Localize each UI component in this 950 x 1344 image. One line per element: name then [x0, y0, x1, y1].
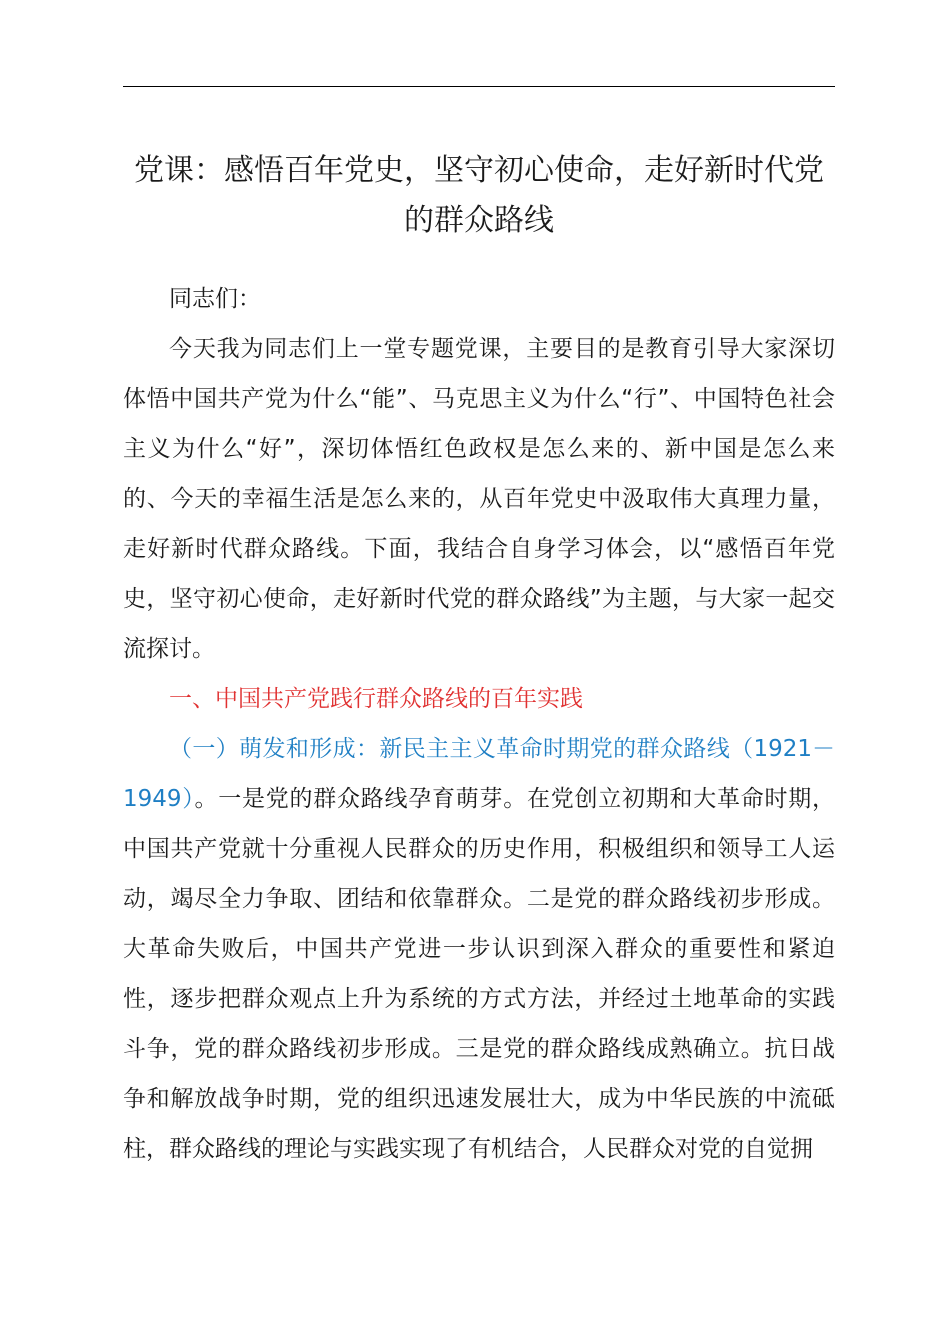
subsection-heading-1: （一）萌发和形成：新民主主义革命时期党的群众路线（1921－1949）	[123, 736, 835, 812]
section-heading-1: 一、中国共产党践行群众路线的百年实践	[169, 686, 583, 712]
document-title: 党课：感悟百年党史，坚守初心使命，走好新时代党的群众路线	[134, 153, 824, 238]
header-rule	[123, 86, 835, 87]
salutation: 同志们：	[169, 286, 261, 312]
subsection-body-1: 。一是党的群众路线孕育萌芽。在党创立初期和大革命时期，中国共产党就十分重视人民群众的历史作用，积极组织和领导工人运动，竭尽全力争取、团结和依靠群众。二是党的群众路线初步形成。大革命失败后，中国共产党进一步认识到深入群众的重要性和紧迫性，逐步把群众观点上升为系统的方式方法，并经过土地革命的实践斗争，党的群众路线初步形成。三是党的群众路线成熟确立。抗日战争和解放战争时期，党的组织迅速发展壮大，成为中华民族的中流砥柱，群众路线的理论与实践实现了有机结合，人民群众对党的自觉拥	[123, 786, 835, 1162]
subsection-paragraph-1	[123, 724, 835, 1174]
intro-paragraph: 今天我为同志们上一堂专题党课，主要目的是教育引导大家深切体悟中国共产党为什么“能”、马克思主义为什么“行”、中国特色社会主义为什么“好”，深切体悟红色政权是怎么来的、新中国是怎么来的、今天的幸福生活是怎么来的，从百年党史中汲取伟大真理力量，走好新时代群众路线。下面，我结合自身学习体会，以“感悟百年党史，坚守初心使命，走好新时代党的群众路线”为主题，与大家一起交流探讨。	[123, 336, 835, 662]
document-body	[123, 274, 835, 1174]
